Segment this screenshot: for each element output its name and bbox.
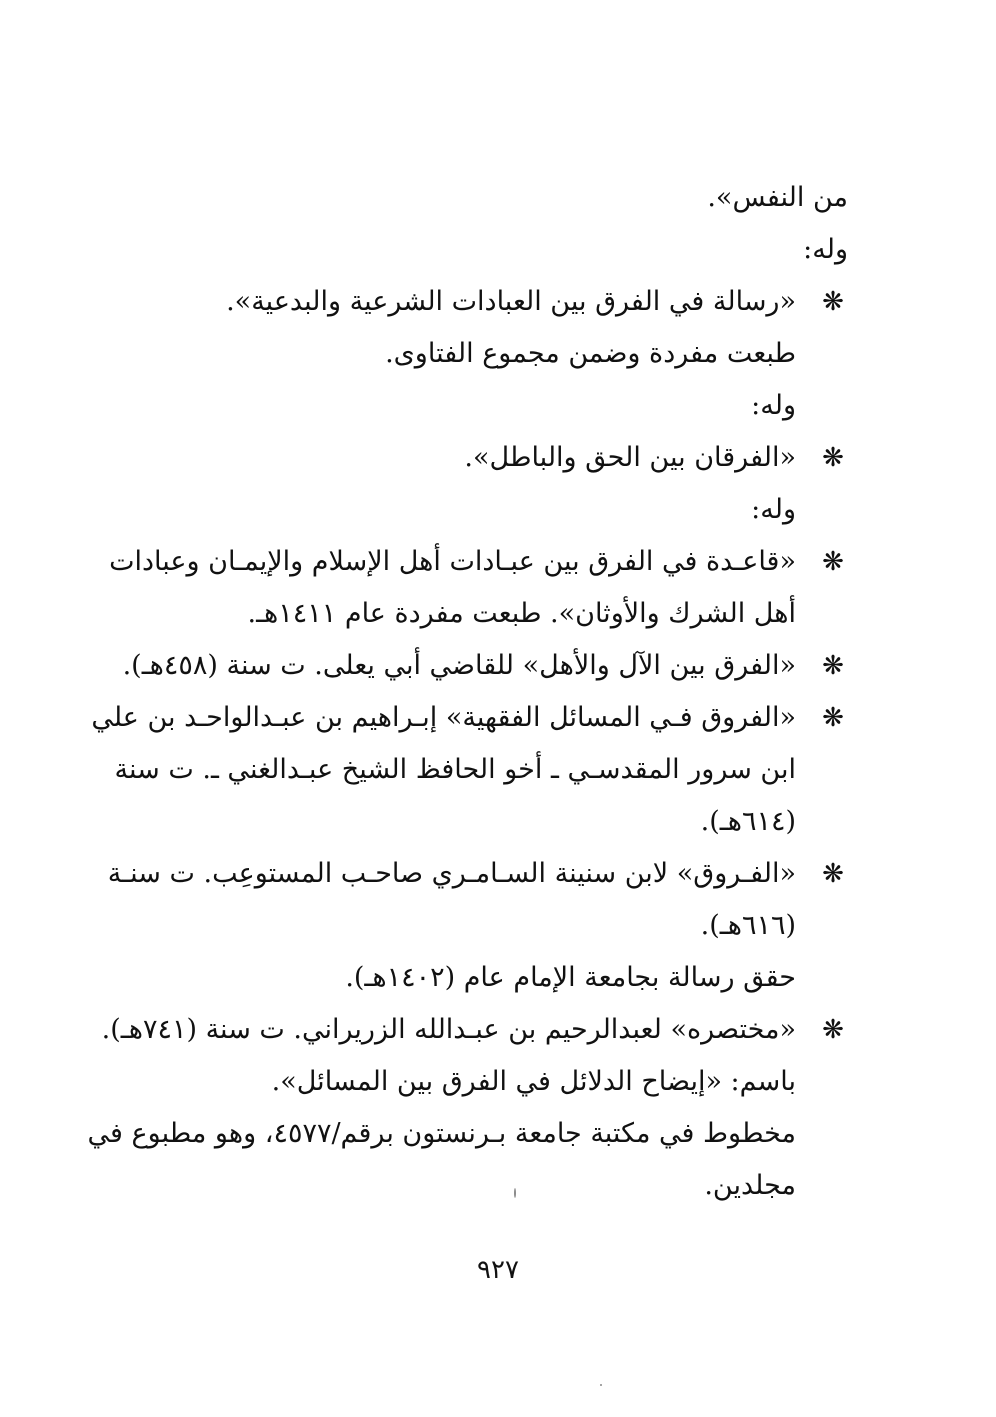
scan-speck	[600, 1384, 602, 1386]
text-line-2: وله:	[803, 234, 848, 265]
text-line-8: «قاعـدة في الفرق بين عبـادات أهل الإسلام والإيمـان وعبادات	[109, 546, 796, 577]
text-line-15: (٦١٦هـ).	[700, 910, 796, 941]
bullet-6: ❋	[822, 859, 844, 889]
bullet-2: ❋	[822, 443, 844, 473]
text-line-6: «الفرقان بين الحق والباطل».	[464, 442, 796, 473]
text-line-5: وله:	[751, 390, 796, 421]
bullet-3: ❋	[822, 547, 844, 577]
text-line-3: «رسالة في الفرق بين العبادات الشرعية والبدعية».	[226, 286, 796, 317]
text-line-9: أهل الشرك والأوثان». طبعت مفردة عام ١٤١١هـ.	[247, 598, 796, 629]
text-line-17: «مختصره» لعبدالرحيم بن عبـدالله الزريراني. ت سنة (٧٤١هـ).	[101, 1014, 796, 1045]
text-line-14: «الفـروق» لابن سنينة السـامـري صاحـب المستوعِب. ت سنـة	[107, 858, 796, 889]
text-line-12: ابن سرور المقدسـي ـ أخو الحافظ الشيخ عبـدالغني ـ. ت سنة	[114, 754, 796, 785]
bullet-7: ❋	[822, 1015, 844, 1045]
text-line-4: طبعت مفردة وضمن مجموع الفتاوى.	[385, 338, 796, 369]
text-line-13: (٦١٤هـ).	[700, 806, 796, 837]
bullet-5: ❋	[822, 703, 844, 733]
text-line-7: وله:	[751, 494, 796, 525]
text-line-16: حقق رسالة بجامعة الإمام عام (١٤٠٢هـ).	[345, 962, 796, 993]
text-line-10: «الفرق بين الآل والأهل» للقاضي أبي يعلى. ت سنة (٤٥٨هـ).	[122, 650, 796, 681]
bullet-1: ❋	[822, 287, 844, 317]
document-page	[87, 178, 848, 1228]
scan-speck	[514, 1188, 516, 1198]
bullet-4: ❋	[822, 651, 844, 681]
page-number: ٩٢٧	[477, 1255, 519, 1285]
text-line-19: مخطوط في مكتبة جامعة بـرنستون برقم/٤٥٧٧، وهو مطبوع في	[87, 1118, 796, 1149]
text-line-1: من النفس».	[707, 182, 848, 213]
text-line-18: باسم: «إيضاح الدلائل في الفرق بين المسائل».	[271, 1066, 796, 1097]
text-line-20: مجلدين.	[704, 1170, 796, 1201]
text-line-11: «الفروق فـي المسائل الفقهية» إبـراهيم بن عبـدالواحـد بن علي	[91, 702, 796, 733]
